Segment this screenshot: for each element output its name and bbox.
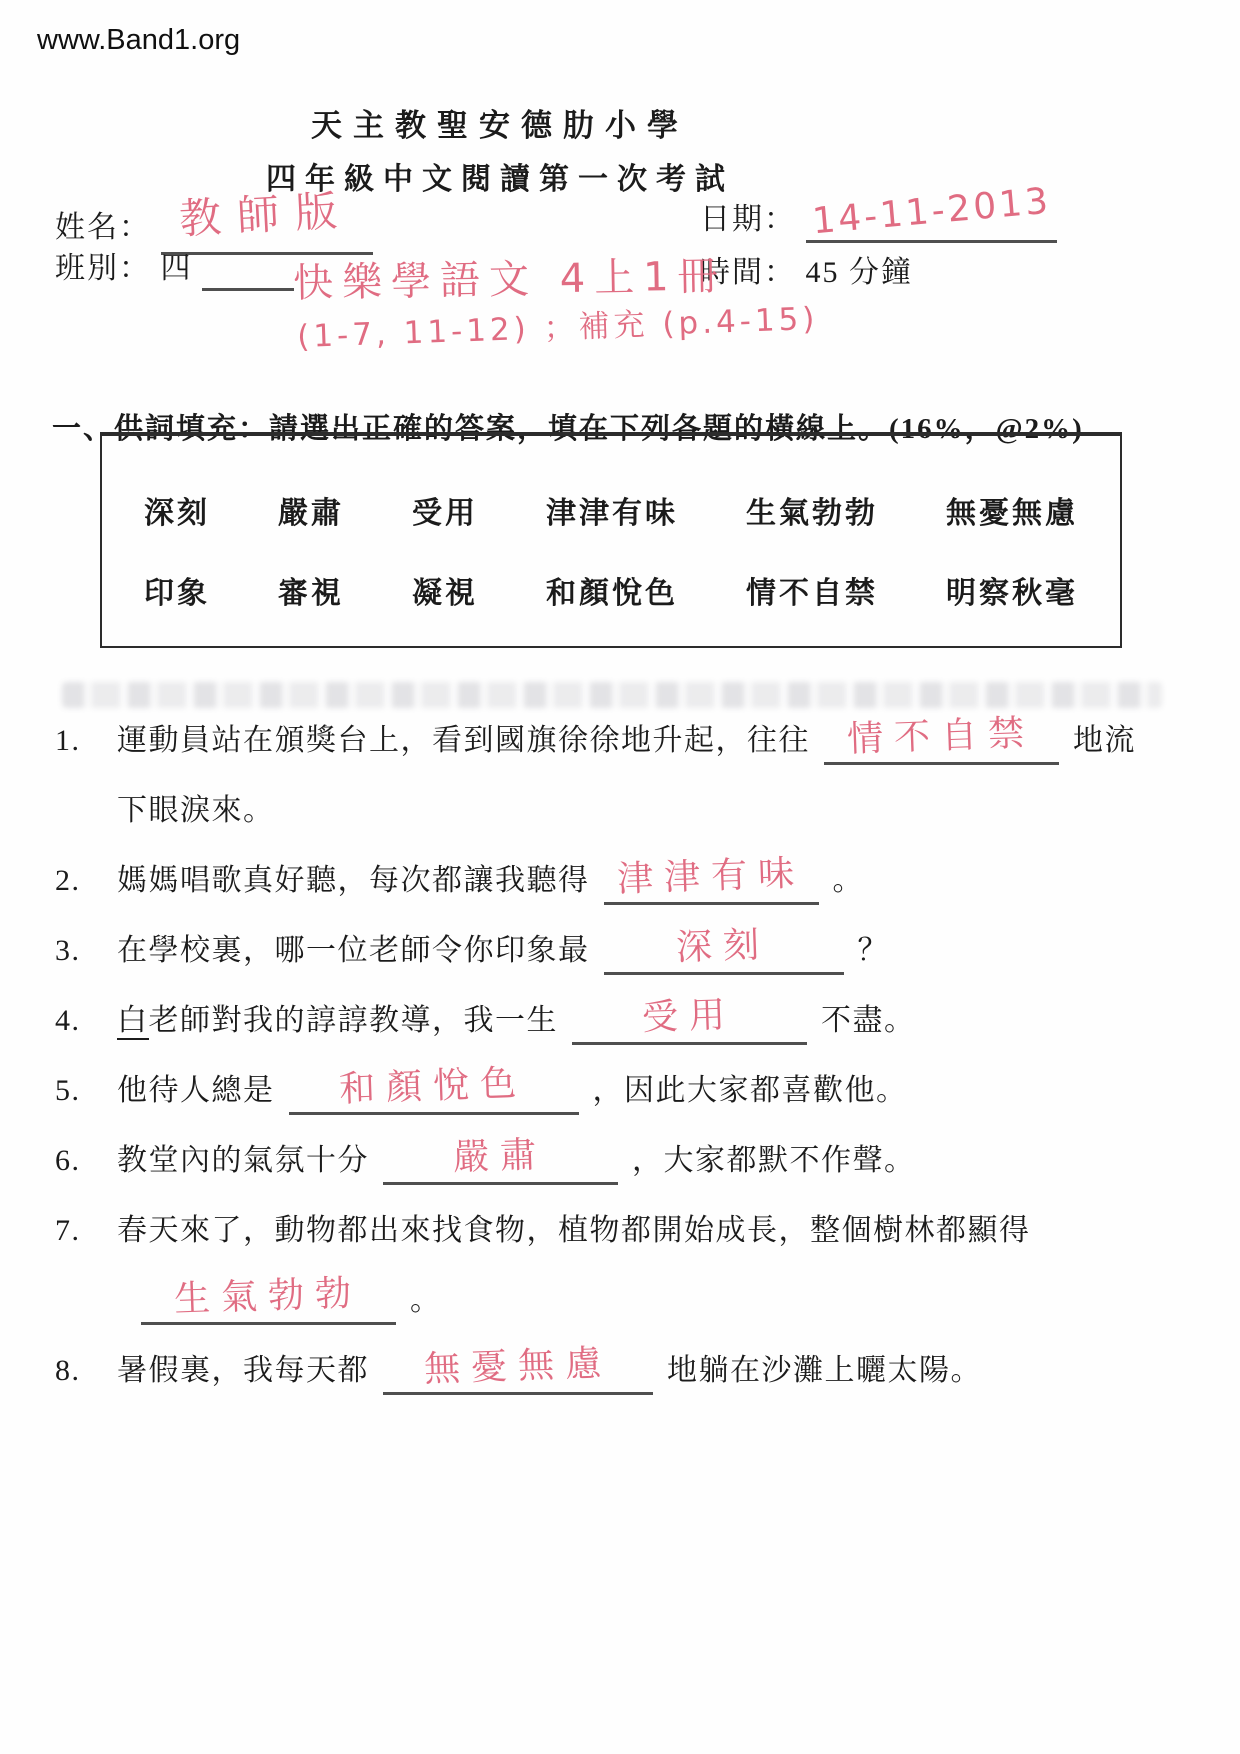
date-blank — [806, 180, 1057, 243]
question-5 — [55, 1056, 1205, 1126]
handwritten-answer: 嚴肅 — [452, 1134, 549, 1179]
question-text: 他待人總是 — [117, 1074, 275, 1107]
question-8 — [55, 1336, 1205, 1406]
question-text: 。 — [832, 864, 864, 897]
handwritten-name: 教師版 — [178, 185, 355, 244]
answer-blank — [383, 1130, 618, 1185]
question-number: 6. — [55, 1144, 81, 1177]
word-bank-word: 和顏悅色 — [546, 577, 678, 610]
class-blank — [202, 252, 294, 291]
time-value: 45 分鐘 — [805, 256, 913, 289]
class-label: 班別： — [55, 252, 151, 285]
handwritten-answer: 生氣勃勃 — [173, 1272, 364, 1321]
question-text: 春天來了，動物都出來找食物，植物都開始成長，整個樹林都顯得 — [117, 1214, 1031, 1247]
word-bank-row-1 — [144, 488, 1078, 532]
date-row — [700, 180, 1057, 243]
question-3 — [55, 916, 1205, 986]
question-number: 3. — [55, 934, 81, 967]
word-bank-row-2 — [144, 568, 1078, 612]
school-name: 天主教聖安德肋小學 — [311, 108, 689, 143]
question-text: 地躺在沙灘上曬太陽。 — [667, 1354, 982, 1387]
word-bank-word: 津津有味 — [546, 497, 678, 530]
answer-blank — [604, 920, 844, 975]
question-1 — [55, 706, 1205, 846]
handwritten-note-pages: (1-7, 11-12) ；補充 (p.4-15) — [296, 300, 819, 356]
handwritten-answer: 深刻 — [675, 924, 772, 969]
handwritten-note-textbook: 快樂學語文 4上1冊 — [292, 253, 728, 307]
word-bank-word: 情不自禁 — [746, 577, 878, 610]
name-label: 姓名： — [55, 211, 151, 244]
word-bank-word: 深刻 — [144, 497, 210, 530]
word-bank-word: 審視 — [278, 577, 344, 610]
question-text: 暑假裏，我每天都 — [117, 1354, 369, 1387]
question-7 — [55, 1196, 1205, 1336]
question-number: 1. — [55, 724, 81, 757]
question-2 — [55, 846, 1205, 916]
question-number: 8. — [55, 1354, 81, 1387]
question-text: 在學校裏，哪一位老師令你印象最 — [117, 934, 590, 967]
handwritten-answer: 和顏悅色 — [338, 1062, 529, 1111]
class-row — [55, 243, 294, 291]
question-number: 7. — [55, 1214, 81, 1247]
time-label: 時間： — [700, 256, 796, 289]
answer-blank — [572, 990, 807, 1045]
question-text: 不盡。 — [821, 1004, 916, 1037]
question-text: 下眼淚來。 — [117, 794, 275, 827]
word-bank-word: 明察秋毫 — [946, 577, 1078, 610]
question-4 — [55, 986, 1205, 1056]
word-bank-word: 受用 — [412, 497, 478, 530]
question-text: 教堂內的氣氛十分 — [117, 1144, 369, 1177]
handwritten-answer: 津津有味 — [616, 852, 806, 901]
answer-blank — [141, 1270, 396, 1325]
word-bank-word: 印象 — [144, 577, 210, 610]
word-bank-word: 生氣勃勃 — [746, 497, 878, 530]
exam-header — [0, 100, 1000, 198]
question-text: 地流 — [1073, 724, 1136, 757]
question-number: 5. — [55, 1074, 81, 1107]
site-watermark: www.Band1.org — [37, 24, 241, 56]
handwritten-date: 14-11-2013 — [810, 180, 1053, 243]
question-number: 2. — [55, 864, 81, 897]
question-list — [55, 706, 1205, 1406]
word-bank-word: 嚴肅 — [278, 497, 344, 530]
question-text: ，大家都默不作聲。 — [632, 1144, 916, 1177]
question-text-underlined: 白 — [117, 1004, 149, 1040]
question-text: 老師對我的諄諄教導，我一生 — [148, 1004, 558, 1037]
handwritten-answer: 情不自禁 — [846, 712, 1037, 761]
question-text: 媽媽唱歌真好聽，每次都讓我聽得 — [117, 864, 590, 897]
scan-bleed-through-artifact — [62, 682, 1162, 708]
date-label: 日期： — [700, 203, 796, 236]
handwritten-answer: 受用 — [641, 994, 738, 1039]
question-text: ，因此大家都喜歡他。 — [592, 1074, 908, 1107]
question-text: ？ — [857, 934, 889, 967]
word-bank-box — [100, 432, 1122, 648]
word-bank-word: 無憂無慮 — [946, 497, 1078, 530]
question-text: 。 — [410, 1284, 442, 1317]
handwritten-answer: 無憂無慮 — [423, 1342, 613, 1391]
question-number: 4. — [55, 1004, 81, 1037]
section-heading: 一、供詞填充：請選出正確的答案，填在下列各題的橫線上。(16%，@2%) — [52, 413, 1084, 445]
question-text: 運動員站在頒獎台上，看到國旗徐徐地升起，往往 — [117, 724, 810, 757]
class-value: 四 — [160, 252, 193, 285]
question-6 — [55, 1126, 1205, 1196]
answer-blank — [383, 1340, 653, 1395]
answer-blank — [604, 850, 819, 905]
answer-blank — [289, 1060, 579, 1115]
exam-title: 四年級中文閱讀第一次考試 — [266, 163, 734, 196]
time-row — [700, 247, 913, 291]
answer-blank — [824, 710, 1059, 765]
word-bank-word: 凝視 — [412, 577, 478, 610]
